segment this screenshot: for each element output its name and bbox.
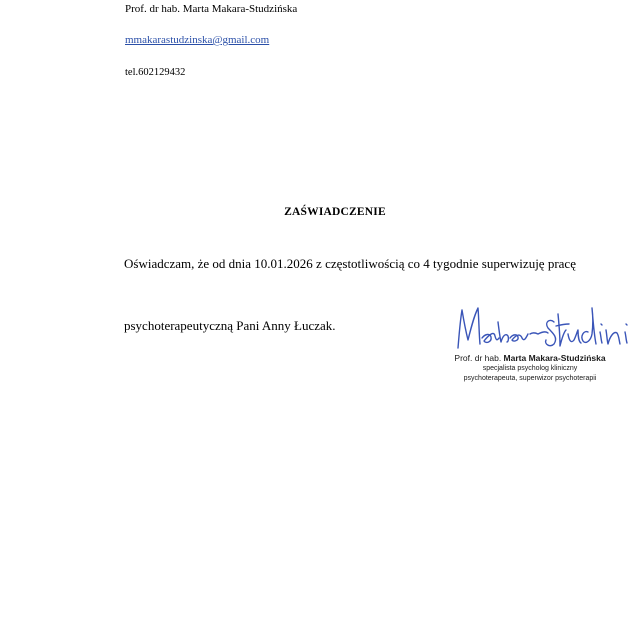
body-text-line-2: psychoterapeutyczną Pani Anny Łuczak.: [124, 318, 336, 333]
handwritten-signature: [450, 300, 640, 358]
stamp-title-name: Marta Makara-Studzińska: [503, 353, 606, 363]
author-phone: tel.602129432: [125, 67, 186, 78]
name-stamp: [450, 352, 610, 384]
author-email-link[interactable]: mmakarastudzinska@gmail.com: [125, 34, 270, 46]
stamp-title-prefix: Prof. dr hab.: [454, 353, 504, 363]
document-title: ZAŚWIADCZENIE: [284, 206, 386, 218]
stamp-role: psychoterapeuta, superwizor psychoterapii: [463, 375, 597, 382]
author-name: Prof. dr hab. Marta Makara-Studzińska: [125, 3, 298, 15]
body-text-line-1: Oświadczam, że od dnia 10.01.2026 z częstotliwością co 4 tygodnie superwizuję pracę: [124, 256, 576, 271]
stamp-name-line: [450, 352, 610, 364]
stamp-specialty: specjalista psycholog kliniczny: [482, 365, 578, 372]
